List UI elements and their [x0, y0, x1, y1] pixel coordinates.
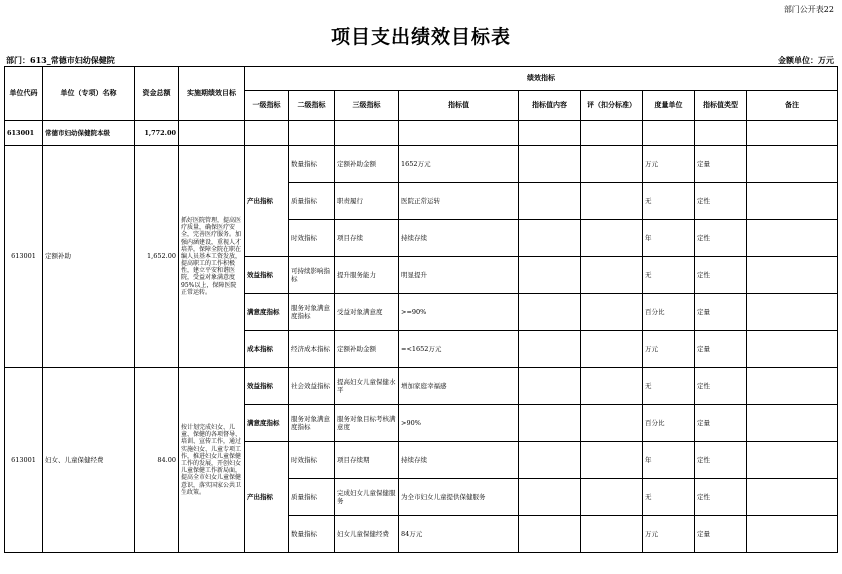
value-type: 定量 — [695, 294, 747, 331]
header-target: 实施期绩效目标 — [179, 67, 245, 121]
project-amount: 1,652.00 — [135, 146, 179, 368]
level3-indicator: 提升服务能力 — [335, 257, 399, 294]
measure-unit: 百分比 — [643, 405, 695, 442]
header-remark: 备注 — [747, 91, 838, 121]
level3-indicator: 定额补助金额 — [335, 331, 399, 368]
page-title: 项目支出绩效目标表 — [330, 26, 511, 48]
measure-unit: 年 — [643, 220, 695, 257]
level2-indicator: 数量指标 — [289, 146, 335, 183]
measure-unit: 无 — [643, 368, 695, 405]
indicator-value: =<1652万元 — [399, 331, 519, 368]
level2-indicator: 时效指标 — [289, 442, 335, 479]
level3-indicator: 妇女儿童保健经费 — [335, 516, 399, 553]
level1-indicator: 满意度指标 — [245, 405, 289, 442]
project-amount: 84.00 — [135, 368, 179, 553]
header-value-type: 指标值类型 — [695, 91, 747, 121]
indicator-value: 84万元 — [399, 516, 519, 553]
header-value: 指标值 — [399, 91, 519, 121]
header-level2: 二级指标 — [289, 91, 335, 121]
summary-name: 常德市妇幼保健院本级 — [43, 121, 135, 146]
measure-unit: 无 — [643, 479, 695, 516]
summary-code: 613001 — [5, 121, 43, 146]
level2-indicator: 经济成本指标 — [289, 331, 335, 368]
value-type: 定量 — [695, 146, 747, 183]
level1-indicator: 产出指标 — [245, 442, 289, 553]
form-number: 部门公开表22 — [783, 5, 834, 14]
level1-indicator: 满意度指标 — [245, 294, 289, 331]
indicator-value: 医院正常运转 — [399, 183, 519, 220]
level2-indicator: 服务对象满意度指标 — [289, 294, 335, 331]
indicator-value: 为全市妇女儿童提供保健服务 — [399, 479, 519, 516]
level1-indicator: 效益指标 — [245, 368, 289, 405]
project-goal: 按计划完成妇女、儿童、保健的各项督导、培训、宣传工作，通过实施妇女、儿童专项工作，推进妇女儿童保健工作的发展，开创妇女儿童保健工作新局面，提高全市妇女儿童保健意识，落实国家公共卫生政策。 — [179, 368, 245, 553]
header-unit-code: 单位代码 — [5, 67, 43, 121]
measure-unit: 年 — [643, 442, 695, 479]
table-row — [5, 146, 838, 183]
header-level3: 三级指标 — [335, 91, 399, 121]
level3-indicator: 职责履行 — [335, 183, 399, 220]
level2-indicator: 数量指标 — [289, 516, 335, 553]
indicator-value: 明显提升 — [399, 257, 519, 294]
level2-indicator: 社会效益指标 — [289, 368, 335, 405]
level3-indicator: 项目存续 — [335, 220, 399, 257]
value-type: 定性 — [695, 368, 747, 405]
project-name: 定额补助 — [43, 146, 135, 368]
indicator-value: 持续存续 — [399, 442, 519, 479]
header-measure-unit: 度量单位 — [643, 91, 695, 121]
value-type: 定量 — [695, 331, 747, 368]
amount-unit-label: 金额单位：万元 — [778, 55, 834, 65]
indicator-value: >=90% — [399, 294, 519, 331]
header-unit-name: 单位（专项）名称 — [43, 67, 135, 121]
level3-indicator: 项目存续期 — [335, 442, 399, 479]
measure-unit: 无 — [643, 183, 695, 220]
level2-indicator: 质量指标 — [289, 479, 335, 516]
value-type: 定性 — [695, 479, 747, 516]
level3-indicator: 服务对象目标考核满意度 — [335, 405, 399, 442]
measure-unit: 万元 — [643, 146, 695, 183]
performance-target-table — [4, 66, 838, 553]
level2-indicator: 服务对象满意度指标 — [289, 405, 335, 442]
level3-indicator: 完成妇女儿童保健服务 — [335, 479, 399, 516]
project-code: 613001 — [5, 146, 43, 368]
level2-indicator: 质量指标 — [289, 183, 335, 220]
project-name: 妇女、儿童保健经费 — [43, 368, 135, 553]
header-level1: 一级指标 — [245, 91, 289, 121]
indicator-value: 1652万元 — [399, 146, 519, 183]
value-type: 定量 — [695, 516, 747, 553]
level1-indicator: 产出指标 — [245, 146, 289, 257]
value-type: 定性 — [695, 183, 747, 220]
level2-indicator: 可持续影响指标 — [289, 257, 335, 294]
level1-indicator: 成本指标 — [245, 331, 289, 368]
level3-indicator: 提高妇女儿童保健水平 — [335, 368, 399, 405]
measure-unit: 万元 — [643, 516, 695, 553]
value-type: 定性 — [695, 220, 747, 257]
header-value-content: 指标值内容 — [519, 91, 581, 121]
value-type: 定性 — [695, 442, 747, 479]
header-score: 评（扣分标准） — [581, 91, 643, 121]
level3-indicator: 定额补助金额 — [335, 146, 399, 183]
value-type: 定性 — [695, 257, 747, 294]
header-performance-indicators: 绩效指标 — [245, 67, 838, 91]
indicator-value: 持续存续 — [399, 220, 519, 257]
measure-unit: 百分比 — [643, 294, 695, 331]
header-total-funds: 资金总额 — [135, 67, 179, 121]
project-code: 613001 — [5, 368, 43, 553]
level3-indicator: 受益对象满意度 — [335, 294, 399, 331]
measure-unit: 无 — [643, 257, 695, 294]
value-type: 定量 — [695, 405, 747, 442]
level2-indicator: 时效指标 — [289, 220, 335, 257]
indicator-value: 增加家庭幸福感 — [399, 368, 519, 405]
summary-row — [5, 121, 838, 146]
department-label: 部门：613_常德市妇幼保健院 — [6, 55, 115, 65]
measure-unit: 万元 — [643, 331, 695, 368]
indicator-value: >90% — [399, 405, 519, 442]
table-row — [5, 368, 838, 405]
level1-indicator: 效益指标 — [245, 257, 289, 294]
project-goal: 抓好医院管理，提高医疗质量，确保医疗安全，完善医疗服务。加强内涵建设，重视人才培养，保障全院在职在编人员基本工资发放，提高职工的工作积极性，建立平安和谐医院，受益对象满意度95%以上，保障医院正常运转。 — [179, 146, 245, 368]
summary-amount: 1,772.00 — [135, 121, 179, 146]
